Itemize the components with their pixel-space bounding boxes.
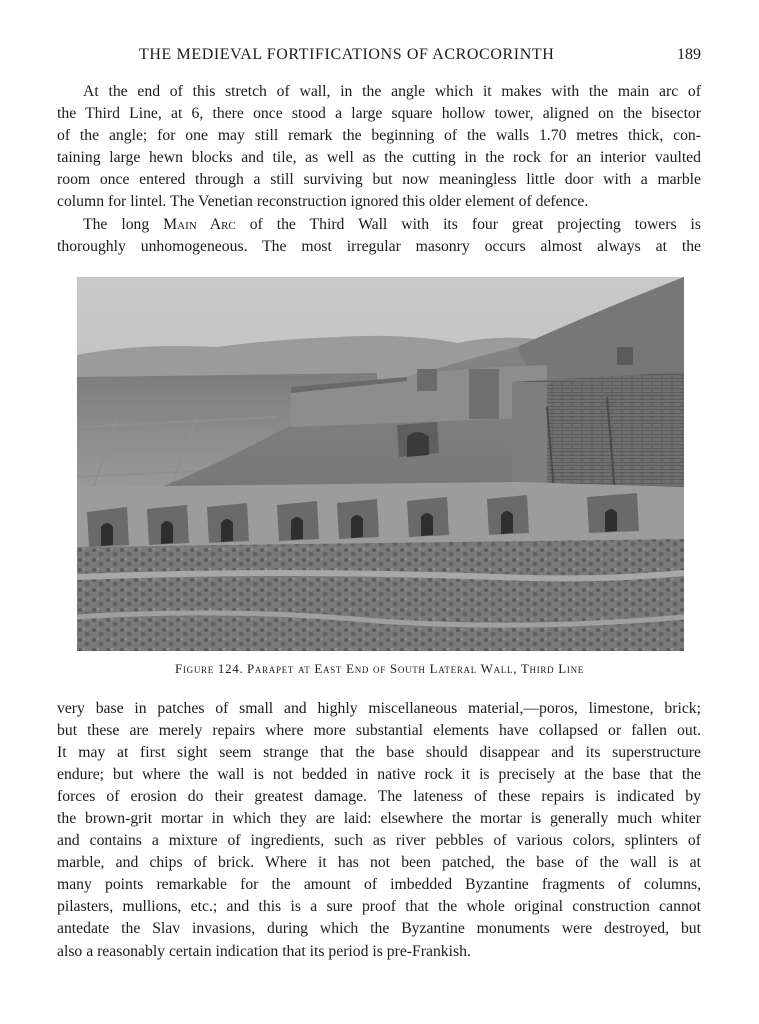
text-line: of the angle; for one may still remark the beginning of the walls 1.70 metres thick, con-: [57, 127, 701, 145]
text-line: thoroughly unhomogeneous. The most irregular masonry occurs almost always at the: [57, 237, 701, 255]
parapet-photo-illustration: [77, 277, 684, 651]
text-line: column for lintel. The Venetian reconstruction ignored this older element of defence.: [57, 193, 589, 211]
figure-caption-text: Parapet at East End of South Lateral Wall, Third Line: [246, 661, 584, 676]
text-line: very base in patches of small and highly miscellaneous material,—poros, limestone, brick;: [57, 699, 701, 717]
paragraph-base-repairs: [57, 698, 701, 963]
text-run: of the Third Wall with its four great projecting towers is: [235, 215, 701, 233]
text-line: the Third Line, at 6, there once stood a large square hollow tower, aligned on the bisector: [57, 105, 701, 123]
text-line: marble, and chips of brick. Where it has not been patched, the base of the wall is at: [57, 854, 701, 872]
text-line: also a reasonably certain indication that its period is pre-Frankish.: [57, 942, 471, 960]
text-line: pilasters, mullions, etc.; and this is a sure proof that the whole original construction cannot: [57, 898, 701, 916]
running-title: THE MEDIEVAL FORTIFICATIONS OF ACROCORINTH: [139, 46, 555, 63]
figure-caption-label: Figure 124.: [175, 661, 244, 676]
running-header: [57, 46, 701, 70]
text-line: At the end of this stretch of wall, in the angle which it makes with the main arc of: [83, 83, 701, 100]
text-line: taining large hewn blocks and tile, as well as the cutting in the rock for an interior vaulted: [57, 149, 701, 167]
text-line: but these are merely repairs where more substantial elements have collapsed or fallen out.: [57, 721, 701, 739]
page-number: 189: [677, 46, 701, 63]
paragraph-main-arc: [57, 214, 701, 258]
text-line: and contains a mixture of ingredients, such as river pebbles of various colors, splinters of: [57, 832, 701, 850]
main-arc-term: Main Arc: [163, 215, 236, 233]
paragraph-tower-angle: [57, 81, 701, 214]
text-line: many points remarkable for the amount of imbedded Byzantine fragments of columns,: [57, 876, 701, 894]
text-line: room once entered through a still surviving but now meaningless little door with a marble: [57, 171, 701, 189]
text-line: [57, 214, 701, 236]
figure-caption: [0, 661, 759, 677]
text-line: forces of erosion do their greatest damage. The lateness of these repairs is indicated by: [57, 787, 701, 805]
figure-photograph: [77, 277, 684, 651]
text-run: The long: [83, 215, 164, 233]
text-line: antedate the Slav invasions, during which the Byzantine monuments were destroyed, but: [57, 920, 701, 938]
text-line: the brown-grit mortar in which they are laid: elsewhere the mortar is generally much whiter: [57, 809, 701, 827]
text-line: endure; but where the wall is not bedded in native rock it is precisely at the base that the: [57, 765, 701, 783]
text-line: It may at first sight seem strange that the base should disappear and its superstructure: [57, 743, 701, 761]
